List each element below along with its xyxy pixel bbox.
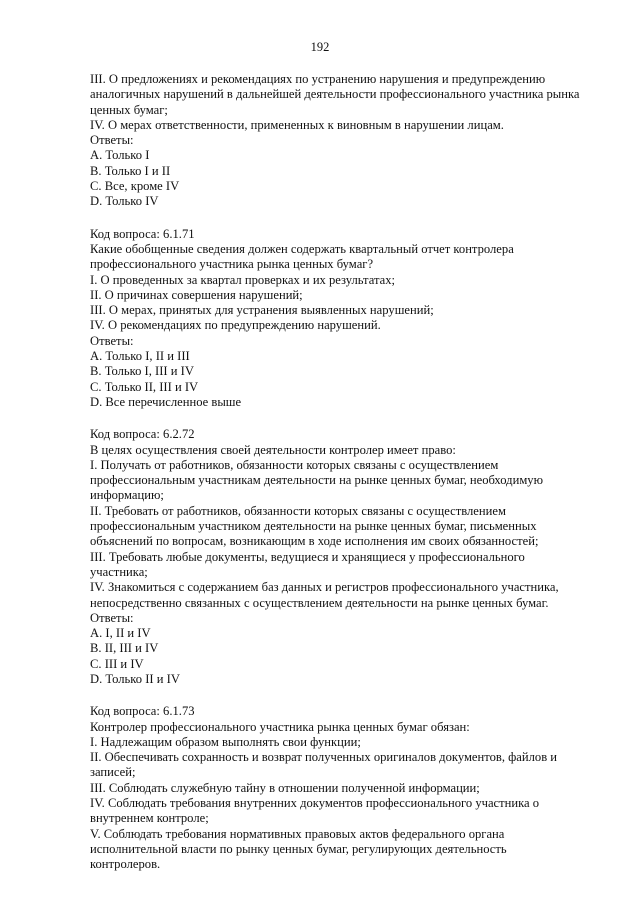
answer-option: D. Все перечисленное выше [90,394,242,409]
statement-item: III. Требовать любые документы, ведущиеся и хранящиеся у профессионального [90,549,525,564]
statement-item: профессиональным участникам деятельности на рынке ценных бумаг, необходимую [90,473,544,488]
question-text: В целях осуществления своей деятельности контролер имеет право: [90,442,456,457]
block-spacer [90,410,580,427]
block-spacer [90,687,580,704]
question-code: Код вопроса: 6.1.71 [90,226,195,241]
statement-item: III. Соблюдать служебную тайну в отношении полученной информации; [90,780,480,795]
statement-item: профессиональным участником деятельности на рынке ценных бумаг, письменных [90,519,537,534]
statement-item: II. Обеспечивать сохранность и возврат полученных оригиналов документов, файлов и [90,750,558,765]
question-block-6-1-71 [90,227,580,411]
statement-item: информацию; [90,488,164,503]
statement-item: участника; [90,564,148,579]
answer-option: A. Только I [90,148,150,163]
text-line: ценных бумаг; [90,102,168,117]
answer-option: B. Только I и II [90,163,171,178]
block-spacer [90,210,580,227]
answer-option: D. Только II и IV [90,671,180,686]
statement-item: III. О мерах, принятых для устранения выявленных нарушений; [90,303,434,318]
answers-label: Ответы: [90,610,134,625]
statement-item: непосредственно связанных с осуществлением деятельности на рынке ценных бумаг. [90,595,549,610]
question-code: Код вопроса: 6.1.73 [90,704,195,719]
page-content [90,72,580,873]
question-text: Какие обобщенные сведения должен содержать квартальный отчет контролера [90,241,514,256]
answer-option: A. Только I, II и III [90,349,190,364]
statement-item: IV. Соблюдать требования внутренних документов профессионального участника о [90,796,540,811]
answers-label: Ответы: [90,133,134,148]
statement-item: объяснений по вопросам, возникающим в ходе исполнения им своих обязанностей; [90,534,539,549]
question-block-6-1-73 [90,704,580,872]
text-line: аналогичных нарушений в дальнейшей деятельности профессионального участника рынка [90,87,580,102]
question-block-6-2-72 [90,427,580,687]
question-text: Контролер профессионального участника рынка ценных бумаг обязан: [90,719,470,734]
answers-label: Ответы: [90,333,134,348]
statement-item: контролеров. [90,857,161,872]
answer-option: C. III и IV [90,656,144,671]
answer-option: C. Все, кроме IV [90,179,180,194]
answer-option: B. II, III и IV [90,641,159,656]
text-line: IV. О мерах ответственности, примененных к виновным в нарушении лицам. [90,117,504,132]
answer-option: D. Только IV [90,194,159,209]
statement-item: I. О проведенных за квартал проверках и их результатах; [90,272,396,287]
statement-item: исполнительной власти по рынку ценных бумаг, регулирующих деятельность [90,841,507,856]
statement-item: II. Требовать от работников, обязанности которых связаны с осуществлением [90,503,506,518]
text-line: III. О предложениях и рекомендациях по устранению нарушения и предупреждению [90,72,546,86]
question-block-1-continuation [90,72,580,210]
statement-item: II. О причинах совершения нарушений; [90,287,303,302]
statement-item: записей; [90,765,136,780]
statement-item: V. Соблюдать требования нормативных правовых актов федерального органа [90,826,505,841]
answer-option: B. Только I, III и IV [90,364,194,379]
answer-option: C. Только II, III и IV [90,379,199,394]
page-number: 192 [310,40,330,54]
statement-item: IV. Знакомиться с содержанием баз данных и регистров профессионального участника, [90,580,559,595]
statement-item: I. Получать от работников, обязанности которых связаны с осуществлением [90,457,499,472]
answer-option: A. I, II и IV [90,626,151,641]
statement-item: IV. О рекомендациях по предупреждению нарушений. [90,318,381,333]
question-code: Код вопроса: 6.2.72 [90,427,195,442]
question-text: профессионального участника рынка ценных бумаг? [90,257,374,272]
statement-item: внутреннем контроле; [90,811,209,826]
statement-item: I. Надлежащим образом выполнять свои функции; [90,734,361,749]
